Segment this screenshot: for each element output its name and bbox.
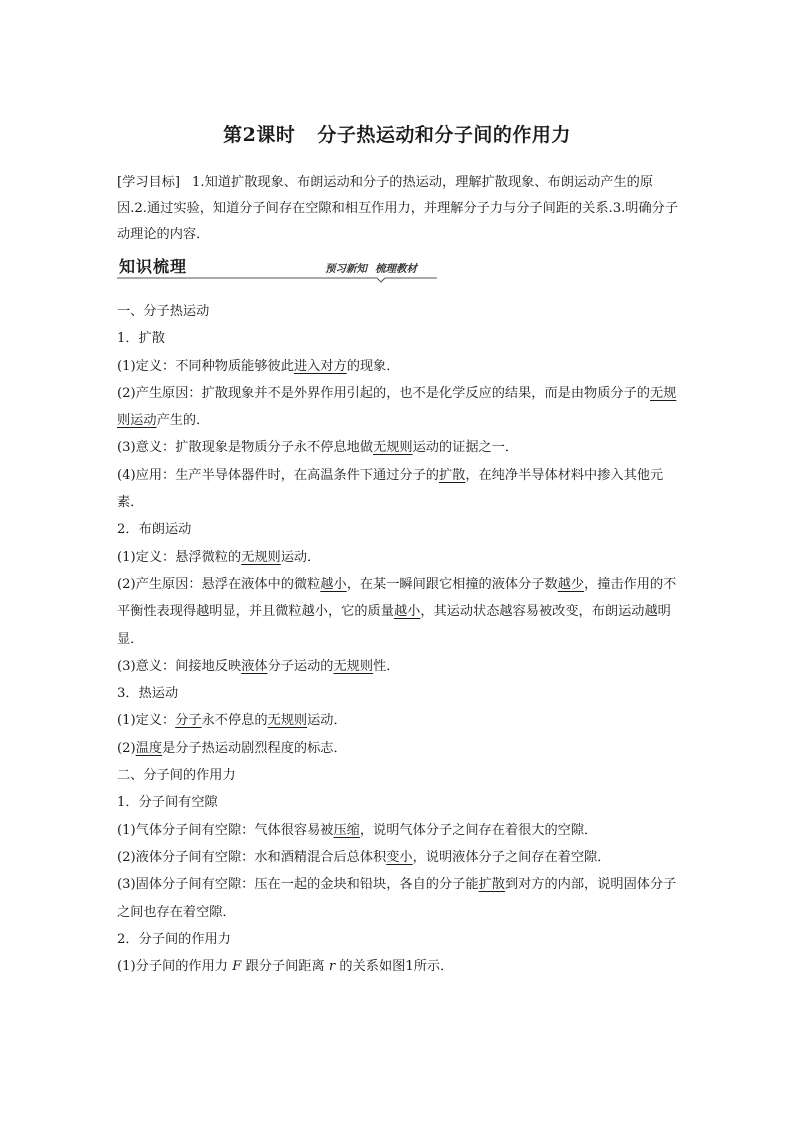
lesson-number: 第2课时 [223,124,296,146]
section-header [117,254,437,282]
section-title: 知识梳理 [119,257,188,276]
paragraph: (3)意义：扩散现象是物质分子永不停息地做无规则运动的证据之一． [117,440,519,456]
paragraph: (2)产生原因：扩散现象并不是外界作用引起的，也不是化学反应的结果，而是由物质分子的无规则运动产生的． [117,385,677,429]
goals-text: 1.知道扩散现象、布朗运动和分子的热运动，理解扩散现象、布朗运动产生的原因.2.通过实验，知道分子间存在空隙和相互作用力，并理解分子力与分子间距的关系.3.明确分子动理论的内容． [117,175,679,242]
paragraph: (3)意义：间接地反映液体分子运动的无规则性． [117,658,400,674]
lesson-topic: 分子热运动和分子间的作用力 [317,124,571,146]
paragraph: (1)分子间的作用力 F 跟分子间距离 r 的关系如图1所示． [117,959,454,975]
answer-blank: 温度 [135,740,163,756]
answer-blank: 扩散 [439,467,466,483]
subheading-brownian-motion: 2．布朗运动 [117,522,192,538]
content-body [117,298,679,980]
answer-blank: 越小 [393,604,421,620]
goals-tag: [学习目标] [117,175,181,190]
subheading-molecular-gaps: 1．分子间有空隙 [117,795,218,811]
section-subtitle: 预习新知 梳理教材 [325,263,417,275]
answer-blank: 进入对方 [293,358,347,374]
paragraph: (1)气体分子间有空隙：气体很容易被压缩，说明气体分子之间存在着很大的空隙． [117,822,598,838]
answer-blank: 无规则 [333,658,374,674]
paragraph: (3)固体分子间有空隙：压在一起的金块和铅块，各自的分子能扩散到对方的内部，说明固体分子之间也存在着空隙． [117,877,677,920]
answer-blank: 压缩 [333,822,360,838]
answer-blank: 扩散 [478,877,505,893]
paragraph: (2)产生原因：悬浮在液体中的微粒越小，在某一瞬间跟它相撞的液体分子数越少，撞击作用的不平衡性表现得越明显，并且微粒越小，它的质量越小，其运动状态越容易被改变，布朗运动越明显． [117,576,677,647]
paragraph: (1)定义：分子永不停息的无规则运动． [117,713,347,729]
subheading-intermolecular-force: 2．分子间的作用力 [117,931,231,947]
learning-goals [117,170,679,248]
answer-blank: 无规则 [373,440,413,456]
page-title [0,120,794,147]
answer-blank: 液体 [241,658,268,674]
answer-blank: 无规则运动 [117,385,677,429]
answer-blank: 无规则 [267,713,308,729]
answer-blank: 无规则 [241,549,281,565]
heading-intermolecular-force: 二、分子间的作用力 [117,768,236,784]
answer-blank: 分子 [175,713,202,729]
answer-blank: 变小 [386,849,413,865]
heading-molecular-motion: 一、分子热运动 [117,304,210,319]
paragraph: (2)温度是分子热运动剧烈程度的标志． [117,740,347,756]
paragraph: (1)定义：不同种物质能够彼此进入对方的现象． [117,358,400,374]
paragraph: (1)定义：悬浮微粒的无规则运动． [117,549,321,565]
subheading-diffusion: 1．扩散 [117,331,165,347]
answer-blank: 越小 [320,576,347,592]
answer-blank: 越少 [557,576,585,592]
paragraph: (2)液体分子间有空隙：水和酒精混合后总体积变小，说明液体分子之间存在着空隙． [117,849,611,865]
paragraph: (4)应用：生产半导体器件时，在高温条件下通过分子的扩散，在纯净半导体材料中掺入其他元素． [117,467,664,511]
subheading-thermal-motion: 3．热运动 [117,686,179,702]
